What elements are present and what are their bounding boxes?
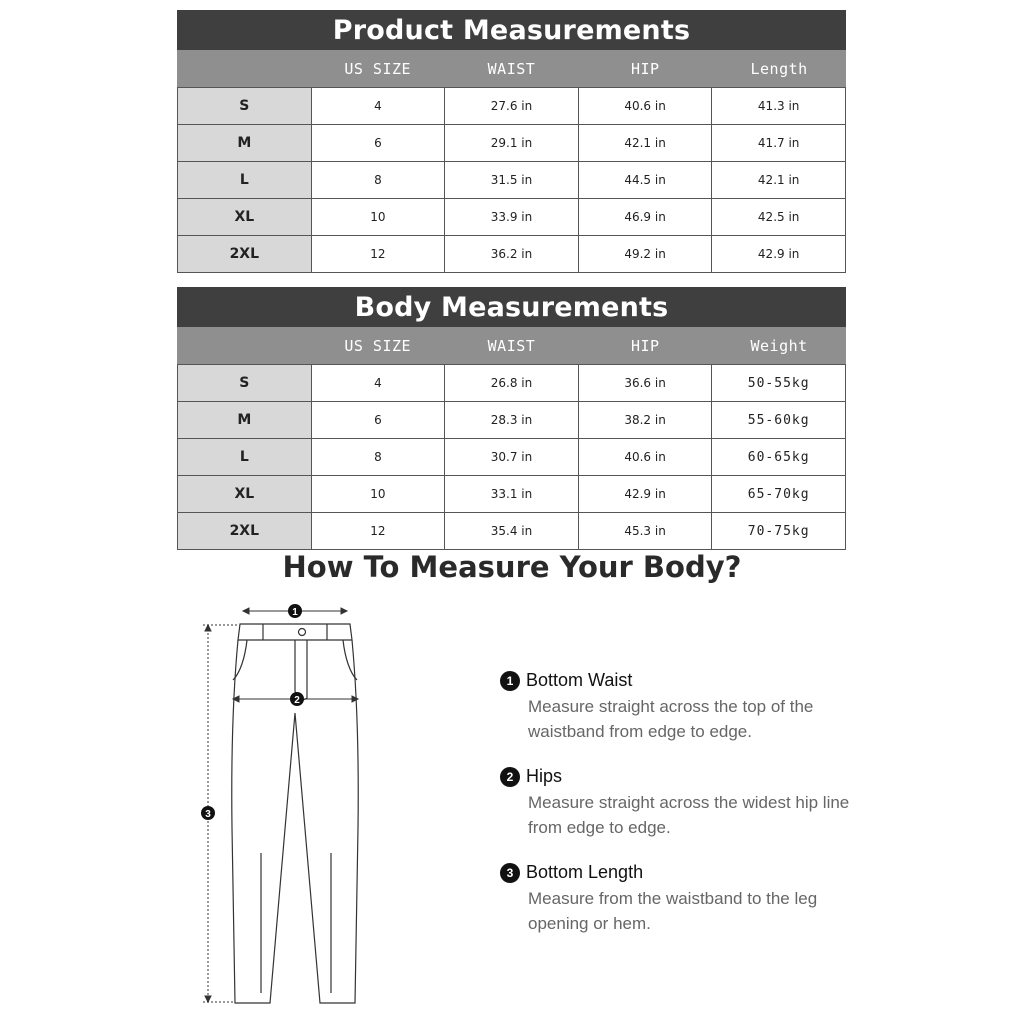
waist-cell: 26.8 in <box>445 365 579 402</box>
us-size-cell: 10 <box>312 476 446 513</box>
hip-cell: 40.6 in <box>579 439 713 476</box>
how-to-measure-title: How To Measure Your Body? <box>282 550 742 584</box>
waist-cell: 27.6 in <box>445 88 579 125</box>
marker-2-label: 2 <box>294 695 300 706</box>
step-1-number-icon: 1 <box>500 671 520 691</box>
pants-waistband <box>238 624 352 640</box>
header-cell-blank <box>177 327 311 364</box>
header-cell-hip: HIP <box>630 336 660 355</box>
hip-cell: 42.1 in <box>579 125 713 162</box>
step-3-number-icon: 3 <box>500 863 520 883</box>
length-cell: 42.5 in <box>712 199 846 236</box>
product-table-header <box>177 50 846 87</box>
size-cell: S <box>178 88 312 125</box>
waist-cell: 29.1 in <box>445 125 579 162</box>
header-cell-length: Length <box>750 59 808 78</box>
step-2-desc-line1: Measure straight across the widest hip line <box>528 793 850 812</box>
waist-cell: 35.4 in <box>445 513 579 550</box>
body-table-header <box>177 327 846 364</box>
us-size-cell: 8 <box>312 439 446 476</box>
us-size-cell: 6 <box>312 402 446 439</box>
weight-cell: 70-75kg <box>712 513 846 550</box>
waist-cell: 28.3 in <box>445 402 579 439</box>
step-hips <box>500 766 900 840</box>
hip-cell: 49.2 in <box>579 236 713 273</box>
header-cell-weight: Weight <box>750 336 808 355</box>
hip-cell: 46.9 in <box>579 199 713 236</box>
waist-cell: 31.5 in <box>445 162 579 199</box>
measure-instructions <box>500 670 900 958</box>
product-measurements-table <box>177 10 846 273</box>
hip-cell: 36.6 in <box>579 365 713 402</box>
table-row <box>178 125 846 162</box>
size-cell: 2XL <box>178 236 312 273</box>
step-1-title: Bottom Waist <box>526 670 633 690</box>
step-1-desc-line1: Measure straight across the top of the <box>528 697 814 716</box>
hip-cell: 42.9 in <box>579 476 713 513</box>
size-cell: M <box>178 402 312 439</box>
us-size-cell: 4 <box>312 365 446 402</box>
length-cell: 42.1 in <box>712 162 846 199</box>
body-measurements-table <box>177 287 846 550</box>
table-row <box>178 476 846 513</box>
weight-cell: 50-55kg <box>712 365 846 402</box>
size-cell: XL <box>178 476 312 513</box>
step-3-desc-line1: Measure from the waistband to the leg <box>528 889 818 908</box>
waist-cell: 30.7 in <box>445 439 579 476</box>
table-row <box>178 199 846 236</box>
marker-3-label: 3 <box>205 809 211 820</box>
weight-cell: 60-65kg <box>712 439 846 476</box>
pants-diagram <box>195 598 375 1008</box>
table-row <box>178 513 846 550</box>
step-bottom-waist <box>500 670 900 744</box>
table-row <box>178 439 846 476</box>
marker-1-label: 1 <box>292 607 298 618</box>
hip-cell: 45.3 in <box>579 513 713 550</box>
hip-cell: 38.2 in <box>579 402 713 439</box>
length-cell: 42.9 in <box>712 236 846 273</box>
product-table-title: Product Measurements <box>177 10 846 50</box>
waist-cell: 33.1 in <box>445 476 579 513</box>
weight-cell: 65-70kg <box>712 476 846 513</box>
table-row <box>178 402 846 439</box>
header-cell-us-size: US SIZE <box>344 59 412 78</box>
header-cell-waist: WAIST <box>487 336 536 355</box>
size-cell: S <box>178 365 312 402</box>
pants-button <box>299 629 306 636</box>
step-3-desc-line2: opening or hem. <box>528 914 651 933</box>
length-cell: 41.3 in <box>712 88 846 125</box>
us-size-cell: 8 <box>312 162 446 199</box>
size-cell: XL <box>178 199 312 236</box>
length-cell: 41.7 in <box>712 125 846 162</box>
step-2-title: Hips <box>526 766 563 786</box>
step-2-desc-line2: from edge to edge. <box>528 818 671 837</box>
size-cell: 2XL <box>178 513 312 550</box>
table-row <box>178 88 846 125</box>
waist-cell: 36.2 in <box>445 236 579 273</box>
table-row <box>178 236 846 273</box>
step-1-desc-line2: waistband from edge to edge. <box>528 722 752 741</box>
step-2-number-icon: 2 <box>500 767 520 787</box>
us-size-cell: 12 <box>312 236 446 273</box>
waist-cell: 33.9 in <box>445 199 579 236</box>
table-row <box>178 162 846 199</box>
us-size-cell: 6 <box>312 125 446 162</box>
weight-cell: 55-60kg <box>712 402 846 439</box>
header-cell-hip: HIP <box>630 59 660 78</box>
us-size-cell: 12 <box>312 513 446 550</box>
size-cell: L <box>178 439 312 476</box>
header-cell-waist: WAIST <box>487 59 536 78</box>
step-bottom-length <box>500 862 900 936</box>
us-size-cell: 10 <box>312 199 446 236</box>
header-cell-blank <box>177 50 311 87</box>
hip-cell: 44.5 in <box>579 162 713 199</box>
step-3-title: Bottom Length <box>526 862 644 882</box>
table-row <box>178 365 846 402</box>
header-cell-us-size: US SIZE <box>344 336 412 355</box>
us-size-cell: 4 <box>312 88 446 125</box>
hip-cell: 40.6 in <box>579 88 713 125</box>
size-cell: M <box>178 125 312 162</box>
size-cell: L <box>178 162 312 199</box>
body-table-title: Body Measurements <box>177 287 846 327</box>
